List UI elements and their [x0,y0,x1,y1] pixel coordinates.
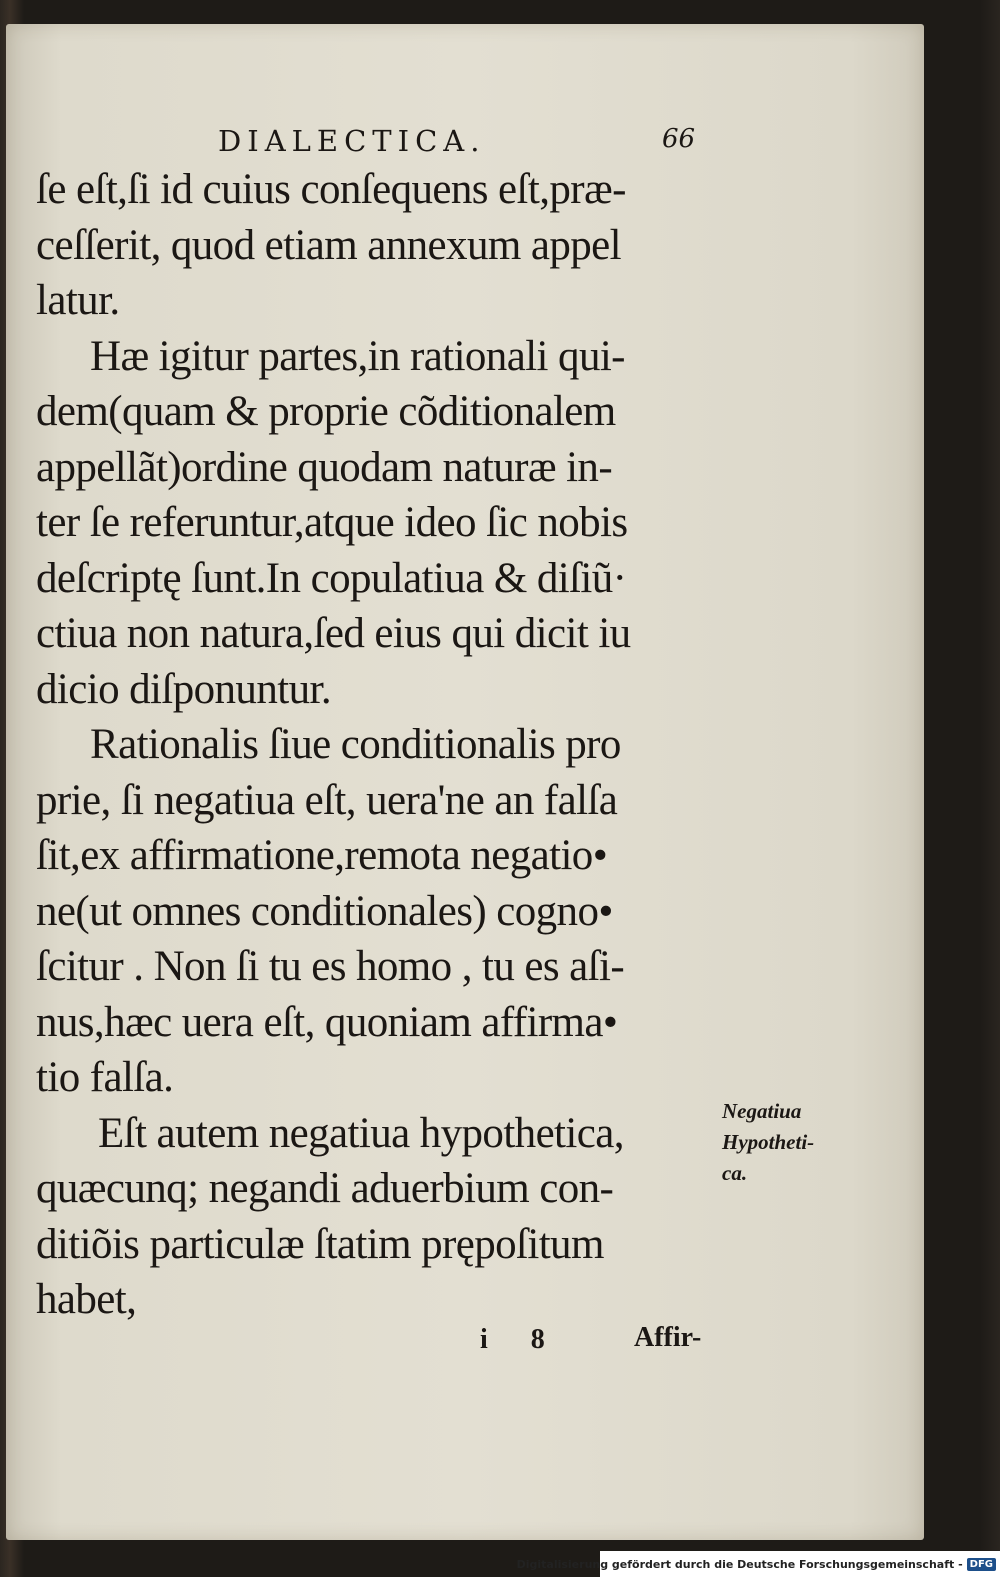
text-line: habet, [36,1276,137,1323]
paragraph-start-line: Hæ igitur partes,in rationali qui- [90,332,625,380]
text-line: ſit,ex affirmatione,remota negatio• [36,832,608,879]
text-line: ctiua non natura,ſed eius qui dicit iu [36,610,631,657]
text-line: ſcitur . Non ſi tu es homo , tu es aſi- [36,943,625,990]
text-line: dicio diſponuntur. [36,665,331,713]
text-line: quæcunq; negandi aduerbium con- [36,1165,614,1212]
text-line: prie, ſi negatiua eſt, uera'ne an falſa [36,776,618,824]
marginal-note-line: Negatiua [722,1099,802,1123]
page-number: 66 [662,124,696,154]
text-line: dem(quam & proprie cõditionalem [36,388,616,435]
text-line: ter ſe referuntur,atque ideo ſic nobis [36,499,628,546]
body-text [36,162,726,1328]
text-line: nus,hæc uera eſt, quoniam affirma• [36,998,618,1046]
paragraph-start-line: Eſt autem negatiua hypothetica, [98,1109,624,1157]
text-line: ditiõis particulæ ſtatim prępoſitum [36,1220,604,1268]
text-line: ſe eſt,ſi id cuius conſequens eſt,præ- [36,166,626,213]
running-head: DIALECTICA. [218,124,486,158]
marginal-note [722,1096,862,1189]
marginal-note-line: ca. [722,1161,748,1185]
catchword: Affir- [634,1322,702,1353]
text-line: deſcriptę ſunt.In copulatiua & diſiũ· [36,554,627,602]
book-page [6,24,924,1540]
paragraph-start-line: Rationalis ſiue conditionalis pro [90,721,621,768]
text-line: ceſſerit, quod etiam annexum appel [36,221,621,269]
signature-mark: i 8 [480,1324,563,1355]
dfg-logo: DFG [967,1558,996,1571]
text-line: appellãt)ordine quodam naturæ in- [36,443,613,491]
digitization-credit-bar [516,1551,1000,1577]
text-line: tio falſa. [36,1054,174,1101]
text-line: ne(ut omnes conditionales) cogno• [36,887,613,935]
text-line: latur. [36,277,120,324]
digitization-credit: Digitalisierung gefördert durch die Deutsche Forschungsgemeinschaft - [516,1557,963,1571]
marginal-note-line: Hypotheti- [722,1130,815,1154]
